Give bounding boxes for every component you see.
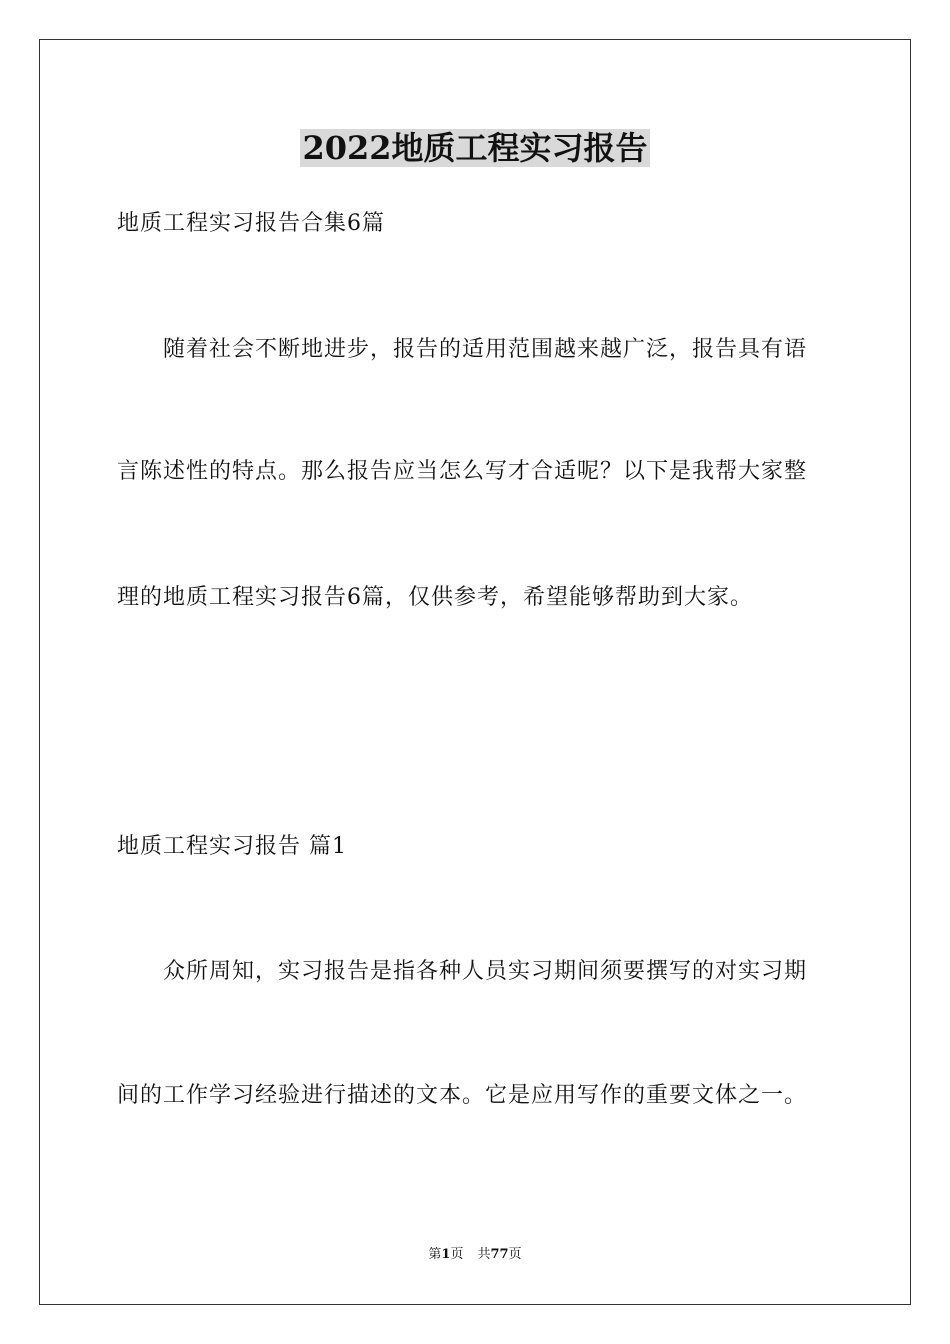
intro-line-3: 理的地质工程实习报告6篇，仅供参考，希望能够帮助到大家。 [117,585,753,610]
section-1-line-2: 间的工作学习经验进行描述的文本。它是应用写作的重要文体之一。 [117,1083,808,1108]
section-1-line-1: 众所周知，实习报告是指各种人员实习期间须要撰写的对实习期 [163,959,808,984]
footer-page-total: 77 [490,1247,509,1262]
page-footer [0,1246,950,1264]
section-1-heading: 地质工程实习报告 篇1 [117,834,347,859]
intro-line-2: 言陈述性的特点。那么报告应当怎么写才合适呢？以下是我帮大家整 [117,459,808,484]
footer-total-suffix: 页 [508,1247,522,1262]
footer-page-prefix: 第 [428,1247,442,1262]
intro-line-1: 随着社会不断地进步，报告的适用范围越来越广泛，报告具有语 [163,337,808,362]
document-title-text: 2022地质工程实习报告 [302,129,648,167]
document-title [0,126,950,170]
footer-page-current: 1 [441,1247,451,1262]
document-subtitle: 地质工程实习报告合集6篇 [117,211,385,236]
footer-total-prefix: 共 [477,1247,491,1262]
footer-page-suffix: 页 [450,1247,464,1262]
